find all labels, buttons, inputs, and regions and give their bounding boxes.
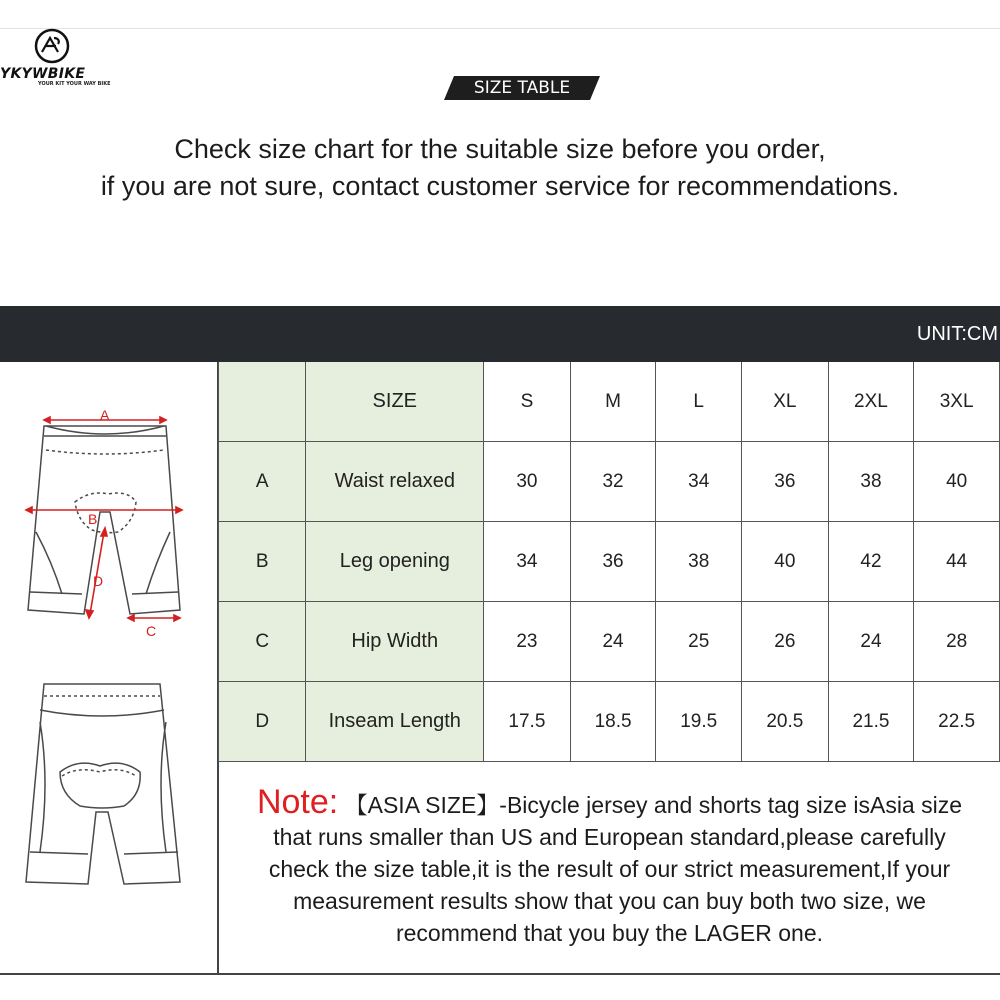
- size-note: [219, 783, 1000, 949]
- table-cell: 34: [656, 442, 742, 522]
- table-cell: 42: [828, 522, 914, 602]
- note-text-1: 【ASIA SIZE】-Bicycle jersey and shorts tag size isAsia size: [344, 792, 963, 818]
- shorts-front-view: [28, 426, 180, 614]
- table-header-row: [219, 362, 1000, 442]
- note-line-1: [219, 783, 1000, 821]
- table-row: [219, 682, 1000, 762]
- note-line-4: measurement results show that you can buy both two size, we: [293, 888, 926, 914]
- size-table-banner: [444, 76, 600, 100]
- header-bar: [0, 306, 1000, 362]
- row-measurement-name: Waist relaxed: [306, 442, 484, 522]
- size-column-header: L: [656, 362, 742, 442]
- table-cell: 44: [914, 522, 1000, 602]
- table-cell: 23: [484, 602, 571, 682]
- brand-name: YKYWBIKE: [0, 66, 86, 82]
- table-cell: 22.5: [914, 682, 1000, 762]
- row-measurement-name: Inseam Length: [306, 682, 484, 762]
- table-cell: 19.5: [656, 682, 742, 762]
- table-cell: 38: [656, 522, 742, 602]
- table-row: [219, 602, 1000, 682]
- shorts-illustration: [0, 362, 218, 974]
- brand-tagline: YOUR KIT YOUR WAY BIKE: [38, 81, 111, 87]
- row-code: A: [219, 442, 306, 522]
- row-measurement-name: Hip Width: [306, 602, 484, 682]
- brand-logo: [0, 28, 120, 90]
- table-cell: 30: [484, 442, 571, 522]
- table-cell: 40: [742, 522, 829, 602]
- note-line-2: that runs smaller than US and European standard,please carefully: [273, 824, 946, 850]
- row-code: B: [219, 522, 306, 602]
- table-cell: 18.5: [570, 682, 656, 762]
- table-cell: 40: [914, 442, 1000, 522]
- size-column-header: 2XL: [828, 362, 914, 442]
- table-cell: 28: [914, 602, 1000, 682]
- size-column-header: XL: [742, 362, 829, 442]
- diagram-label-c: C: [146, 623, 157, 639]
- note-title: Note:: [256, 783, 339, 821]
- diagram-label-b: B: [88, 511, 98, 527]
- diagram-label-d: D: [93, 573, 104, 589]
- shorts-diagram: [0, 362, 218, 974]
- top-divider: [0, 28, 1000, 29]
- table-cell: 25: [656, 602, 742, 682]
- note-line-3: check the size table,it is the result of our strict measurement,If your: [268, 856, 951, 882]
- row-code: C: [219, 602, 306, 682]
- instruction-line-1: Check size chart for the suitable size before you order,: [174, 134, 826, 164]
- table-cell: 36: [742, 442, 829, 522]
- unit-label: UNIT:CM: [916, 323, 998, 345]
- table-cell: 32: [570, 442, 656, 522]
- table-cell: 36: [570, 522, 656, 602]
- size-column-header: 3XL: [914, 362, 1000, 442]
- header-size-label: SIZE: [306, 362, 484, 442]
- table-cell: 21.5: [828, 682, 914, 762]
- bike-logo-icon: [32, 28, 72, 64]
- table-cell: 38: [828, 442, 914, 522]
- table-cell: 24: [570, 602, 656, 682]
- table-row: [219, 442, 1000, 522]
- bottom-divider: [0, 973, 1000, 975]
- instruction-line-2: if you are not sure, contact customer service for recommendations.: [100, 171, 900, 201]
- table-cell: 34: [484, 522, 571, 602]
- table-cell: 24: [828, 602, 914, 682]
- header-code-cell: [219, 362, 306, 442]
- table-cell: 26: [742, 602, 829, 682]
- table-cell: 20.5: [742, 682, 829, 762]
- size-table: [218, 362, 1000, 762]
- diagram-label-a: A: [100, 407, 110, 423]
- note-line-5: recommend that you buy the LAGER one.: [395, 920, 824, 946]
- row-code: D: [219, 682, 306, 762]
- row-measurement-name: Leg opening: [306, 522, 484, 602]
- table-row: [219, 522, 1000, 602]
- shorts-back-view: [26, 684, 180, 884]
- size-column-header: S: [484, 362, 571, 442]
- table-cell: 17.5: [484, 682, 571, 762]
- size-column-header: M: [570, 362, 656, 442]
- size-table-title: SIZE TABLE: [473, 78, 571, 98]
